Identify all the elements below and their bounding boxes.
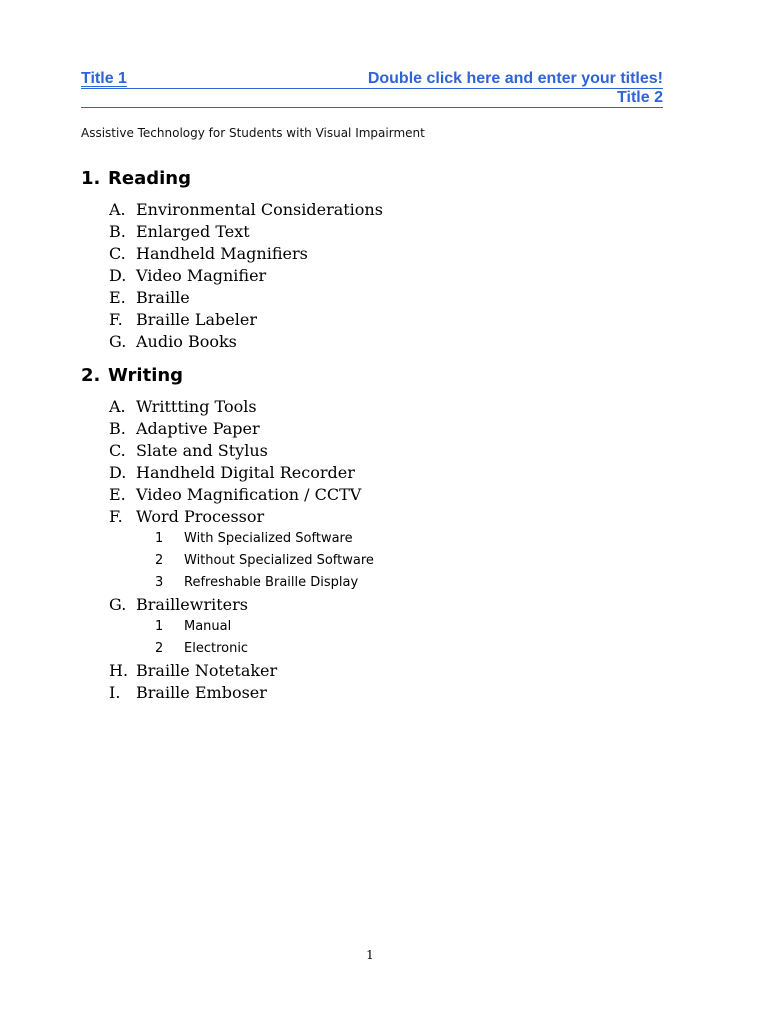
list-item-text: Audio Books — [136, 332, 237, 351]
list-item — [109, 440, 374, 462]
header-row-2 — [81, 89, 663, 109]
list-item — [109, 243, 383, 265]
list-item-text: Video Magnification / CCTV — [136, 485, 362, 504]
list-item-text: Braille Labeler — [136, 310, 257, 329]
section-heading-text: Reading — [108, 168, 191, 189]
list-item — [109, 462, 374, 484]
header-title-2[interactable]: Title 2 — [617, 89, 663, 106]
sub-list-item — [109, 550, 374, 572]
list-item-text: Without Specialized Software — [184, 553, 374, 568]
list-marker: D. — [109, 266, 127, 285]
list-item-text: Braille — [136, 288, 190, 307]
list-item-text: Environmental Considerations — [136, 200, 383, 219]
list-marker: I. — [109, 683, 121, 702]
list-item — [109, 287, 383, 309]
list-item — [109, 265, 383, 287]
list-item — [109, 660, 374, 682]
header-title-1[interactable]: Title 1 — [81, 70, 127, 87]
list-item — [109, 221, 383, 243]
list-item-text: Enlarged Text — [136, 222, 250, 241]
list-marker: 1 — [155, 619, 164, 634]
list-marker: A. — [109, 397, 126, 416]
list-marker: 2 — [155, 641, 164, 656]
list-marker: H. — [109, 661, 129, 680]
list-item-text: Word Processor — [136, 507, 265, 526]
list-item-text: With Specialized Software — [184, 531, 353, 546]
writing-list — [109, 396, 374, 704]
list-marker: C. — [109, 441, 126, 460]
list-item-text: Braille Notetaker — [136, 661, 278, 680]
list-item — [109, 484, 374, 506]
section-number: 2. — [81, 365, 101, 386]
list-marker: F. — [109, 310, 123, 329]
document-title: Assistive Technology for Students with Visual Impairment — [81, 126, 425, 140]
sub-list-item — [109, 528, 374, 550]
list-item — [109, 594, 374, 616]
list-marker: D. — [109, 463, 127, 482]
section-heading-text: Writing — [108, 365, 184, 386]
list-marker: G. — [109, 332, 127, 351]
sub-list-item — [109, 616, 374, 638]
list-marker: 3 — [155, 575, 164, 590]
list-item-text: Manual — [184, 619, 232, 634]
list-item-text: Electronic — [184, 641, 249, 656]
section-heading-writing — [81, 365, 183, 386]
list-marker: 2 — [155, 553, 164, 568]
list-marker: 1 — [155, 531, 164, 546]
list-item-text: Video Magnifier — [136, 266, 267, 285]
section-number: 1. — [81, 168, 101, 189]
sub-list-item — [109, 638, 374, 660]
list-item-text: Slate and Stylus — [136, 441, 268, 460]
list-item-text: Braille Emboser — [136, 683, 267, 702]
list-item-text: Refreshable Braille Display — [184, 575, 359, 590]
list-item-text: Adaptive Paper — [136, 419, 260, 438]
list-marker: E. — [109, 288, 126, 307]
list-item — [109, 331, 383, 353]
list-item-text: Handheld Digital Recorder — [136, 463, 355, 482]
list-marker: G. — [109, 595, 127, 614]
list-marker: F. — [109, 507, 123, 526]
list-marker: B. — [109, 222, 126, 241]
header-rule — [81, 107, 663, 108]
list-item — [109, 309, 383, 331]
header-double-click-prompt[interactable]: Double click here and enter your titles! — [367, 70, 663, 87]
list-item — [109, 418, 374, 440]
list-item — [109, 506, 374, 528]
list-item — [109, 682, 374, 704]
list-marker: B. — [109, 419, 126, 438]
reading-list — [109, 199, 383, 353]
header-row-1 — [81, 70, 663, 90]
list-item-text: Braillewriters — [136, 595, 248, 614]
list-item — [109, 396, 374, 418]
section-heading-reading — [81, 168, 191, 189]
list-item-text: Writtting Tools — [136, 397, 257, 416]
list-item — [109, 199, 383, 221]
list-item-text: Handheld Magnifiers — [136, 244, 308, 263]
list-marker: C. — [109, 244, 126, 263]
list-marker: A. — [109, 200, 126, 219]
sub-list-item — [109, 572, 374, 594]
list-marker: E. — [109, 485, 126, 504]
page-number: 1 — [366, 948, 374, 962]
